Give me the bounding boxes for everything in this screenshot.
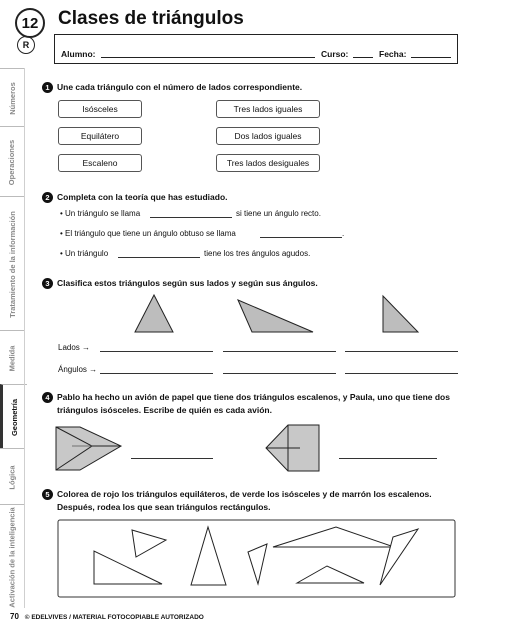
tab-label: Lógica (7, 464, 17, 490)
q2-bullet2-end: . (342, 229, 345, 238)
q5-triangle-scalene-2[interactable] (248, 544, 267, 584)
q3-text: Clasifica estos triángulos según sus lados y según sus ángulos. (57, 278, 318, 288)
q2-bullet3-end: tiene los tres ángulos agudos. (204, 249, 311, 258)
q5-triangle-flat[interactable] (297, 566, 364, 583)
q5-triangle-obtuse[interactable] (273, 527, 394, 547)
option-escaleno[interactable]: Escaleno (58, 154, 142, 172)
tab-label: Tratamiento de la información (7, 210, 17, 318)
q5-triangle-right-2[interactable] (380, 529, 418, 585)
option-equilatero[interactable]: Equilátero (58, 127, 142, 145)
q2-bullet3-start: • Un triángulo (60, 249, 109, 258)
q5-number: 5 (42, 489, 53, 500)
page-number: 70 (10, 612, 19, 621)
tab-label: Números (7, 81, 17, 115)
q2-bullet1-start: • Un triángulo se llama (60, 209, 141, 218)
q1-number: 1 (42, 82, 53, 93)
page-title: Clases de triángulos (58, 8, 244, 29)
tab-label: Operaciones (7, 139, 17, 185)
q5-triangle-right-1[interactable] (94, 551, 162, 584)
tab-label: Activación de la inteligencia (7, 506, 17, 608)
q2-bullet1-end: si tiene un ángulo recto. (236, 209, 321, 218)
q5-triangle-scalene-1[interactable] (132, 530, 166, 557)
q3-number: 3 (42, 278, 53, 289)
option-isosceles[interactable]: Isósceles (58, 100, 142, 118)
q4-text: Pablo ha hecho un avión de papel que tiene dos triángulos escalenos, y Paula, uno que tiene dos triángulos isósceles. Escribe de quién es cada avión. (57, 392, 450, 415)
q2-bullet2-start: • El triángulo que tiene un ángulo obtuso se llama (60, 229, 236, 238)
unit-number: 12 (21, 14, 39, 32)
q5-text: Colorea de rojo los triángulos equiláteros, de verde los isósceles y de marrón los escalenos. Después, rodea los que sean triángulos rectángulos. (57, 489, 432, 512)
unit-level: R (22, 40, 30, 50)
tab-label: Geometría (10, 398, 20, 436)
q2-number: 2 (42, 192, 53, 203)
curso-label: Curso: (321, 49, 349, 59)
fecha-label: Fecha: (379, 49, 407, 59)
q4-number: 4 (42, 392, 53, 403)
tab-label: Medida (7, 345, 17, 371)
option-tres-iguales[interactable]: Tres lados iguales (216, 100, 320, 118)
copyright: © EDELVIVES / MATERIAL FOTOCOPIABLE AUTORIZADO (24, 614, 204, 621)
q3-angulos-label: Ángulos → (58, 365, 98, 374)
q5-triangle-isosceles-1[interactable] (191, 527, 226, 585)
footer (10, 612, 204, 621)
alumno-label: Alumno: (61, 49, 96, 59)
q2-text: Completa con la teoría que has estudiado. (57, 192, 228, 202)
q1-text: Une cada triángulo con el número de lados correspondiente. (57, 82, 303, 92)
option-dos-iguales[interactable]: Dos lados iguales (216, 127, 320, 145)
option-tres-desiguales[interactable]: Tres lados desiguales (216, 154, 320, 172)
q3-lados-label: Lados → (58, 343, 91, 352)
